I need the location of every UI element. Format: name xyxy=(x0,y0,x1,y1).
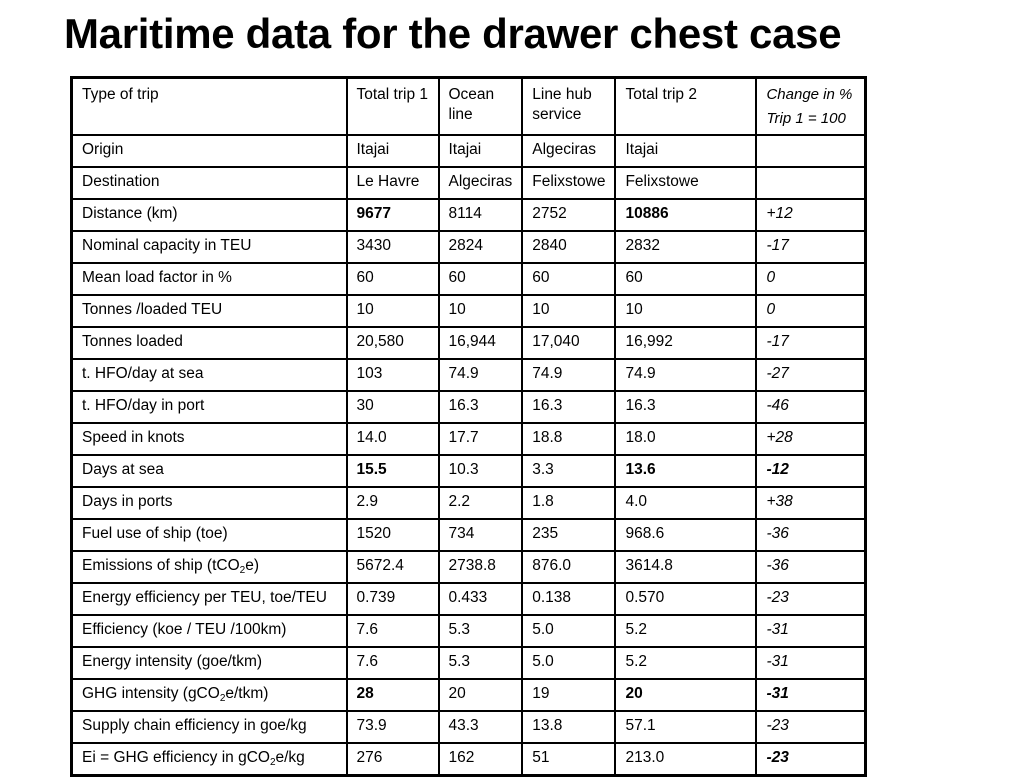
cell-ocean-line: 0.433 xyxy=(439,583,523,615)
table-header-row xyxy=(72,78,866,136)
table-row-nominal-capacity xyxy=(72,231,866,263)
table-row-tonnes-loaded xyxy=(72,327,866,359)
row-label-text: Ei = GHG efficiency in gCO xyxy=(82,749,270,766)
cell-total-trip-1: 10 xyxy=(347,295,439,327)
cell-total-trip-2: 16.3 xyxy=(615,391,756,423)
row-label-suffix: e/kg xyxy=(275,749,305,766)
row-label: t. HFO/day at sea xyxy=(72,359,347,391)
table-row-days-at-sea xyxy=(72,455,866,487)
cell-ocean-line: 2.2 xyxy=(439,487,523,519)
cell-ocean-line: 16.3 xyxy=(439,391,523,423)
header-ocean-line: Ocean line xyxy=(439,78,523,136)
cell-total-trip-2: Itajai xyxy=(615,135,756,167)
cell-line-hub: 18.8 xyxy=(522,423,615,455)
row-label: Mean load factor in % xyxy=(72,263,347,295)
row-label xyxy=(72,679,347,711)
row-label: Distance (km) xyxy=(72,199,347,231)
cell-total-trip-1: 5672.4 xyxy=(347,551,439,583)
row-label-text: GHG intensity (gCO xyxy=(82,685,220,702)
table-row-supply-chain-efficiency xyxy=(72,711,866,743)
maritime-data-table xyxy=(70,76,867,777)
cell-total-trip-1: Le Havre xyxy=(347,167,439,199)
cell-ocean-line: 60 xyxy=(439,263,523,295)
cell-total-trip-2: 74.9 xyxy=(615,359,756,391)
table-row-hfo-in-port xyxy=(72,391,866,423)
cell-line-hub: 5.0 xyxy=(522,615,615,647)
cell-change xyxy=(756,135,865,167)
row-label: t. HFO/day in port xyxy=(72,391,347,423)
table-row-fuel-use xyxy=(72,519,866,551)
header-type-of-trip: Type of trip xyxy=(72,78,347,136)
cell-change xyxy=(756,167,865,199)
cell-total-trip-1: 3430 xyxy=(347,231,439,263)
cell-line-hub: Felixstowe xyxy=(522,167,615,199)
cell-total-trip-1: 30 xyxy=(347,391,439,423)
cell-change: -36 xyxy=(756,551,865,583)
row-label: Efficiency (koe / TEU /100km) xyxy=(72,615,347,647)
table-row-mean-load-factor xyxy=(72,263,866,295)
table-row-ghg-intensity xyxy=(72,679,866,711)
cell-change: +38 xyxy=(756,487,865,519)
cell-ocean-line: 2738.8 xyxy=(439,551,523,583)
cell-change: -46 xyxy=(756,391,865,423)
cell-ocean-line: 10.3 xyxy=(439,455,523,487)
cell-line-hub: 2752 xyxy=(522,199,615,231)
header-change-label: Change in % xyxy=(766,86,853,103)
cell-ocean-line: 74.9 xyxy=(439,359,523,391)
cell-total-trip-1: 15.5 xyxy=(347,455,439,487)
row-label: Tonnes loaded xyxy=(72,327,347,359)
table-row-energy-efficiency-teu xyxy=(72,583,866,615)
cell-change: -31 xyxy=(756,679,865,711)
row-label: Nominal capacity in TEU xyxy=(72,231,347,263)
cell-ocean-line: 5.3 xyxy=(439,647,523,679)
cell-total-trip-2: 57.1 xyxy=(615,711,756,743)
row-label-subscript: 2 xyxy=(239,565,246,576)
row-label: Origin xyxy=(72,135,347,167)
cell-ocean-line: 162 xyxy=(439,743,523,776)
cell-line-hub: 13.8 xyxy=(522,711,615,743)
cell-change: -17 xyxy=(756,327,865,359)
row-label: Supply chain efficiency in goe/kg xyxy=(72,711,347,743)
row-label: Days in ports xyxy=(72,487,347,519)
cell-total-trip-2: 60 xyxy=(615,263,756,295)
cell-total-trip-1: 2.9 xyxy=(347,487,439,519)
cell-total-trip-1: 73.9 xyxy=(347,711,439,743)
cell-change: -31 xyxy=(756,615,865,647)
cell-line-hub: 60 xyxy=(522,263,615,295)
cell-line-hub: 17,040 xyxy=(522,327,615,359)
header-total-trip-1: Total trip 1 xyxy=(347,78,439,136)
row-label xyxy=(72,743,347,776)
cell-total-trip-1: 9677 xyxy=(347,199,439,231)
cell-line-hub: 74.9 xyxy=(522,359,615,391)
row-label-subscript: 2 xyxy=(269,757,276,768)
cell-ocean-line: 16,944 xyxy=(439,327,523,359)
cell-ocean-line: 43.3 xyxy=(439,711,523,743)
cell-line-hub: 51 xyxy=(522,743,615,776)
cell-change: -12 xyxy=(756,455,865,487)
table-row-speed xyxy=(72,423,866,455)
cell-total-trip-1: 1520 xyxy=(347,519,439,551)
cell-line-hub: 235 xyxy=(522,519,615,551)
cell-ocean-line: 17.7 xyxy=(439,423,523,455)
table-row-days-in-ports xyxy=(72,487,866,519)
header-change-percent xyxy=(756,78,865,136)
cell-total-trip-2: 5.2 xyxy=(615,615,756,647)
cell-ocean-line: 734 xyxy=(439,519,523,551)
row-label: Days at sea xyxy=(72,455,347,487)
cell-total-trip-1: 28 xyxy=(347,679,439,711)
cell-total-trip-1: 7.6 xyxy=(347,615,439,647)
cell-line-hub: 5.0 xyxy=(522,647,615,679)
cell-total-trip-2: 13.6 xyxy=(615,455,756,487)
row-label xyxy=(72,551,347,583)
row-label-subscript: 2 xyxy=(219,693,226,704)
cell-change: -23 xyxy=(756,583,865,615)
cell-change: 0 xyxy=(756,295,865,327)
cell-change: -23 xyxy=(756,743,865,776)
cell-total-trip-2: 3614.8 xyxy=(615,551,756,583)
cell-total-trip-2: 10886 xyxy=(615,199,756,231)
cell-total-trip-1: 0.739 xyxy=(347,583,439,615)
cell-ocean-line: Itajai xyxy=(439,135,523,167)
cell-total-trip-1: 14.0 xyxy=(347,423,439,455)
cell-line-hub: 876.0 xyxy=(522,551,615,583)
cell-total-trip-2: 18.0 xyxy=(615,423,756,455)
header-change-base: Trip 1 = 100 xyxy=(766,110,846,127)
cell-change: +12 xyxy=(756,199,865,231)
row-label: Energy efficiency per TEU, toe/TEU xyxy=(72,583,347,615)
row-label: Speed in knots xyxy=(72,423,347,455)
cell-total-trip-2: 0.570 xyxy=(615,583,756,615)
cell-total-trip-1: 20,580 xyxy=(347,327,439,359)
cell-change: +28 xyxy=(756,423,865,455)
cell-ocean-line: 20 xyxy=(439,679,523,711)
table-row-distance xyxy=(72,199,866,231)
cell-ocean-line: 5.3 xyxy=(439,615,523,647)
cell-total-trip-2: Felixstowe xyxy=(615,167,756,199)
cell-total-trip-2: 20 xyxy=(615,679,756,711)
cell-line-hub: 19 xyxy=(522,679,615,711)
row-label: Fuel use of ship (toe) xyxy=(72,519,347,551)
cell-change: -27 xyxy=(756,359,865,391)
table-row-hfo-at-sea xyxy=(72,359,866,391)
table-row-emissions xyxy=(72,551,866,583)
cell-total-trip-2: 4.0 xyxy=(615,487,756,519)
cell-total-trip-2: 2832 xyxy=(615,231,756,263)
cell-total-trip-2: 16,992 xyxy=(615,327,756,359)
header-total-trip-2: Total trip 2 xyxy=(615,78,756,136)
cell-total-trip-2: 968.6 xyxy=(615,519,756,551)
cell-change: -23 xyxy=(756,711,865,743)
cell-change: -36 xyxy=(756,519,865,551)
cell-total-trip-1: 276 xyxy=(347,743,439,776)
cell-change: 0 xyxy=(756,263,865,295)
cell-total-trip-1: 103 xyxy=(347,359,439,391)
cell-ocean-line: 2824 xyxy=(439,231,523,263)
cell-change: -31 xyxy=(756,647,865,679)
cell-line-hub: 2840 xyxy=(522,231,615,263)
row-label: Destination xyxy=(72,167,347,199)
cell-change: -17 xyxy=(756,231,865,263)
cell-total-trip-1: Itajai xyxy=(347,135,439,167)
table-row-origin xyxy=(72,135,866,167)
cell-line-hub: 16.3 xyxy=(522,391,615,423)
cell-total-trip-1: 60 xyxy=(347,263,439,295)
cell-total-trip-2: 213.0 xyxy=(615,743,756,776)
header-line-hub-service: Line hub service xyxy=(522,78,615,136)
cell-ocean-line: Algeciras xyxy=(439,167,523,199)
row-label-suffix: e/tkm) xyxy=(225,685,269,702)
cell-ocean-line: 8114 xyxy=(439,199,523,231)
table-row-destination xyxy=(72,167,866,199)
cell-line-hub: 10 xyxy=(522,295,615,327)
cell-total-trip-2: 10 xyxy=(615,295,756,327)
cell-line-hub: 3.3 xyxy=(522,455,615,487)
row-label-text: Emissions of ship (tCO xyxy=(82,557,240,574)
cell-ocean-line: 10 xyxy=(439,295,523,327)
cell-line-hub: Algeciras xyxy=(522,135,615,167)
page-title: Maritime data for the drawer chest case xyxy=(64,10,842,57)
cell-total-trip-1: 7.6 xyxy=(347,647,439,679)
cell-line-hub: 0.138 xyxy=(522,583,615,615)
row-label: Tonnes /loaded TEU xyxy=(72,295,347,327)
table-row-ghg-efficiency xyxy=(72,743,866,776)
cell-total-trip-2: 5.2 xyxy=(615,647,756,679)
table-row-efficiency-koe xyxy=(72,615,866,647)
row-label: Energy intensity (goe/tkm) xyxy=(72,647,347,679)
table-row-tonnes-per-teu xyxy=(72,295,866,327)
table-row-energy-intensity xyxy=(72,647,866,679)
row-label-suffix: e) xyxy=(245,557,259,574)
cell-line-hub: 1.8 xyxy=(522,487,615,519)
